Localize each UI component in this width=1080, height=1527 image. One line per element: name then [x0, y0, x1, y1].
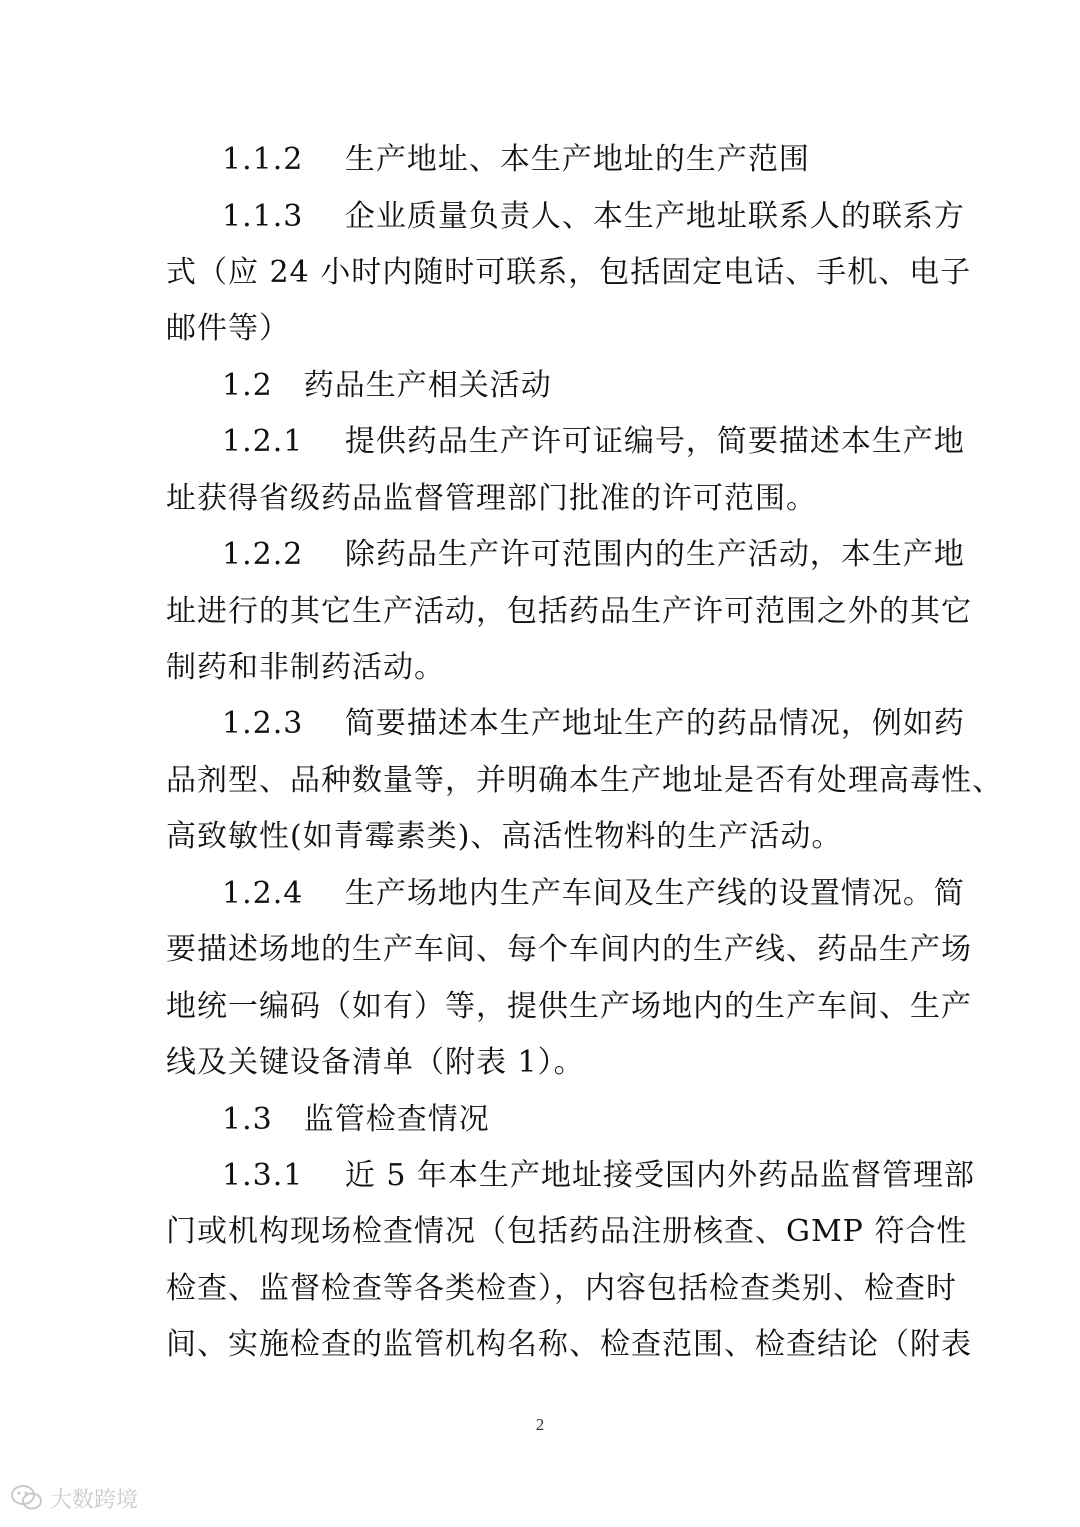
section-heading: 1.2 药品生产相关活动 — [222, 368, 552, 403]
text-line: 品剂型、品种数量等，并明确本生产地址是否有处理高毒性、 — [166, 763, 1003, 798]
text-line: 间、实施检查的监管机构名称、检查范围、检查结论（附表 — [166, 1327, 972, 1362]
text-line: 门或机构现场检查情况（包括药品注册核查、GMP 符合性 — [166, 1214, 968, 1249]
text-line: 址进行的其它生产活动，包括药品生产许可范围之外的其它 — [166, 594, 972, 629]
text-line: 1.1.3 企业质量负责人、本生产地址联系人的联系方 — [222, 199, 965, 234]
text-line: 检查、监督检查等各类检查），内容包括检查类别、检查时 — [166, 1271, 957, 1306]
text-line: 1.1.2 生产地址、本生产地址的生产范围 — [222, 142, 810, 177]
text-line: 1.2.1 提供药品生产许可证编号，简要描述本生产地 — [222, 424, 965, 459]
text-line: 址获得省级药品监督管理部门批准的许可范围。 — [166, 481, 817, 516]
section-heading: 1.3 监管检查情况 — [222, 1102, 490, 1137]
watermark-text: 大数跨境 — [50, 1487, 139, 1513]
text-line: 邮件等） — [166, 311, 290, 346]
text-line: 要描述场地的生产车间、每个车间内的生产线、药品生产场 — [166, 932, 972, 967]
text-line: 高致敏性(如青霉素类)、高活性物料的生产活动。 — [166, 819, 843, 854]
wechat-logo-icon — [10, 1481, 44, 1515]
text-line: 线及关键设备清单（附表 1）。 — [166, 1045, 585, 1080]
watermark — [10, 1478, 138, 1518]
text-line: 1.2.3 简要描述本生产地址生产的药品情况，例如药 — [222, 706, 965, 741]
text-line: 式（应 24 小时内随时可联系，包括固定电话、手机、电子 — [166, 255, 972, 290]
text-line: 地统一编码（如有）等，提供生产场地内的生产车间、生产 — [166, 989, 972, 1024]
page-number: 2 — [535, 1415, 545, 1434]
text-line: 制药和非制药活动。 — [166, 650, 445, 685]
text-line: 1.3.1 近 5 年本生产地址接受国内外药品监督管理部 — [222, 1158, 976, 1193]
text-line: 1.2.4 生产场地内生产车间及生产线的设置情况。简 — [222, 876, 965, 911]
text-line: 1.2.2 除药品生产许可范围内的生产活动，本生产地 — [222, 537, 965, 572]
